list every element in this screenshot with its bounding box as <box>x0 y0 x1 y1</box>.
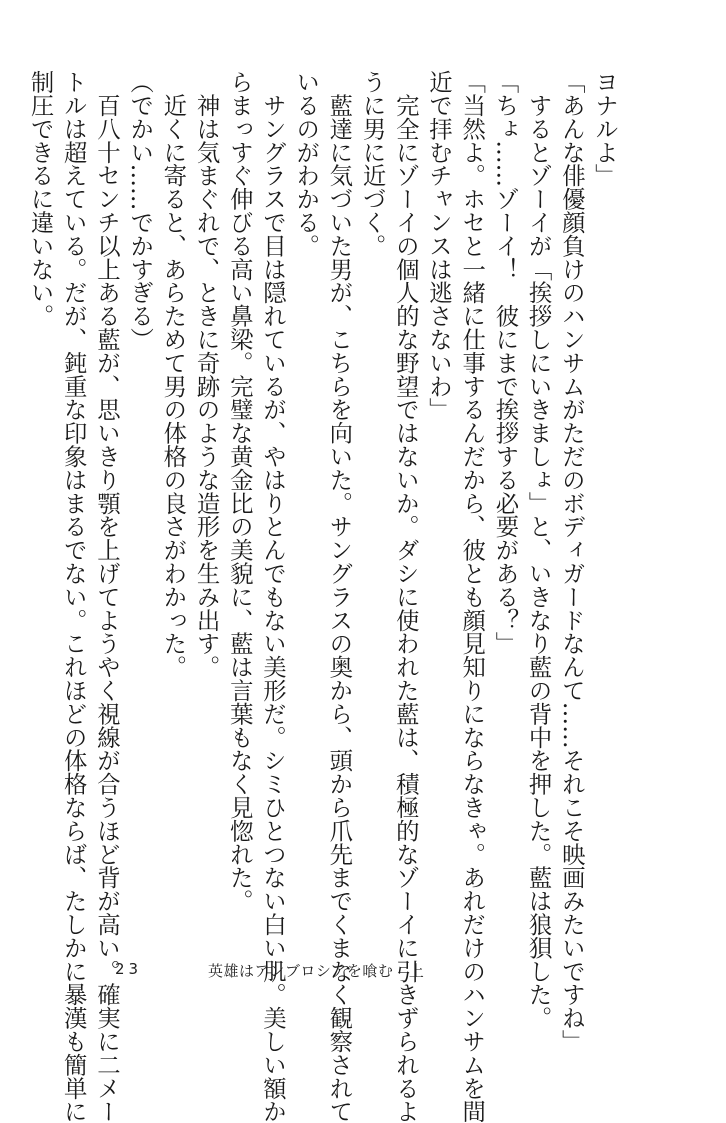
text-line: 藍達に気づいた男が、こちらを向いた。サングラスの奥から、頭から爪先までくまなく観察されて <box>325 70 354 1123</box>
text-line: 制圧できるに違いない。 <box>26 70 55 328</box>
text-line: 「あんな俳優顔負けのハンサムがただのボディガードなんて……それこそ映画みたいですね」 <box>557 70 586 1053</box>
text-line: うに男に近づく。 <box>358 70 387 258</box>
text-line: 神は気まぐれで、ときに奇跡のような造形を生み出す。 <box>192 70 221 679</box>
text-line: ヨナルよ」 <box>591 70 619 187</box>
text-line: するとゾーイが「挨拶しにいきましょ」と、いきなり藍の背中を押した。藍は狼狽した。 <box>524 70 553 1030</box>
text-line: サングラスで目は隠れているが、やはりとんでもない美形だ。シミひとつない白い肌。美しい額か <box>258 70 287 1123</box>
text-line: 「ちょ……ゾーイ！ 彼にまで挨拶する必要がある？」 <box>491 70 520 655</box>
running-title: 英雄はアンブロシアを喰む 上 <box>208 962 425 980</box>
text-line: 近くに寄ると、あらためて男の体格の良さがわかった。 <box>159 70 188 679</box>
text-line: いるのがわかる。 <box>292 70 321 258</box>
page-number: 23 <box>115 960 143 978</box>
text-line: 完全にゾーイの個人的な野望ではないか。ダシに使われた藍は、積極的なゾーイに引きずられるよ <box>391 70 420 1123</box>
page-footer <box>0 960 726 990</box>
text-line: 「当然よ。ホセと一緒に仕事するんだから、彼とも顔見知りにならなきゃ。あれだけのハンサムを間 <box>458 70 487 1123</box>
text-line: トルは超えている。だが、鈍重な印象はまるでない。これほどの体格ならば、たしかに暴漢も簡単に <box>59 70 88 1123</box>
text-line: 近で拝むチャンスは逃さないわ」 <box>424 70 453 421</box>
text-line: 百八十センチ以上ある藍が、思いきり顎を上げてようやく視線が合うほど背が高い。確実に二メー <box>92 70 121 1123</box>
text-line: （でかい……でかすぎる） <box>126 70 155 351</box>
text-line: らまっすぐ伸びる高い鼻梁。完璧な黄金比の美貌に、藍は言葉もなく見惚れた。 <box>225 70 254 913</box>
